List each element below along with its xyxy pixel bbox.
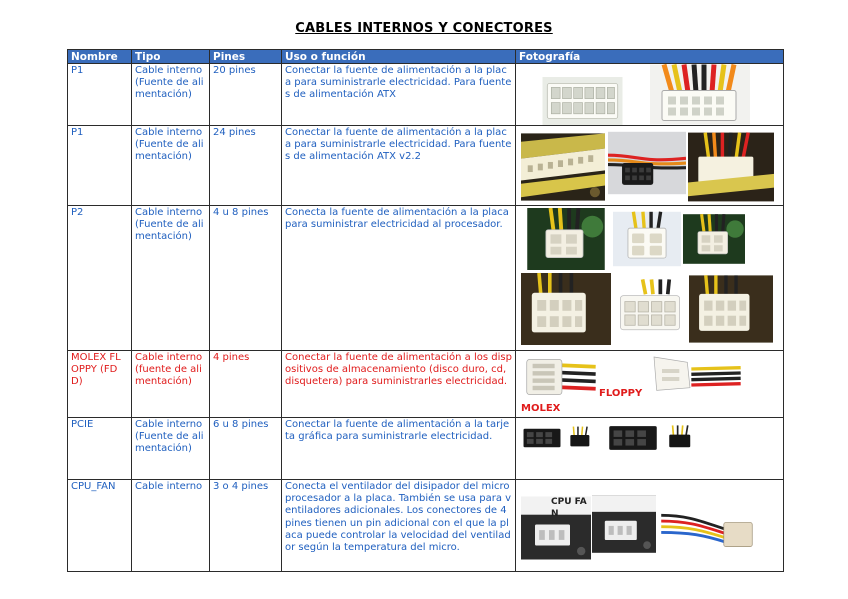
floppy-caption: FLOPPY (599, 388, 643, 399)
atx-24pin-board-image (521, 130, 605, 204)
cell-tipo: Cable interno (132, 480, 210, 572)
cell-tipo: Cable interno (Fuente de alimentación) (132, 126, 210, 206)
cell-tipo: Cable interno (Fuente de alimentación) (132, 206, 210, 351)
cpu-fan-connector-photo (516, 480, 784, 572)
table-row (68, 64, 784, 126)
p2-4pin-image (613, 208, 681, 270)
cell-pines: 24 pines (210, 126, 282, 206)
p2-8pin-image (613, 272, 687, 346)
cell-pines: 6 u 8 pines (210, 418, 282, 480)
table-row (68, 480, 784, 572)
cell-pines: 4 pines (210, 351, 282, 418)
table-row (68, 206, 784, 351)
atx-20pin-photo (516, 64, 784, 126)
atx-24pin-black-connector-image (608, 130, 686, 196)
p2-connector-photo (516, 206, 784, 351)
table-row (68, 351, 784, 418)
cell-nombre: CPU_FAN (68, 480, 132, 572)
p2-8pin-board-image (521, 272, 611, 346)
molex-connector-image (521, 355, 597, 399)
cables-table (67, 49, 784, 572)
pcie-connector-photo (516, 418, 784, 480)
cell-uso: Conectar la fuente de alimentación a la placa para suministrarle electricidad. Para fuentes de alimentación ATX (282, 64, 516, 126)
cell-uso: Conecta el ventilador del disipador del microprocesador a la placa. También se usa para ventiladores adicionales. Los conectores de 4 pines tienen un pin adicional con el que la placa puede controlar la velocidad del ventilador según la temperatura del micro. (282, 480, 516, 572)
pcie-8pin-plug-image (660, 420, 702, 456)
header-fotografia: Fotografía (516, 50, 784, 64)
pcie-6pin-socket-image (521, 421, 563, 455)
cell-uso: Conecta la fuente de alimentación a la placa para suministrar electricidad al procesador. (282, 206, 516, 351)
atx-20pin-wired-image (650, 64, 750, 125)
p2-8pin-plugged-image (689, 272, 773, 346)
header-pines: Pines (210, 50, 282, 64)
table-header-row (68, 50, 784, 64)
header-tipo: Tipo (132, 50, 210, 64)
cell-pines: 4 u 8 pines (210, 206, 282, 351)
cell-uso: Conectar la fuente de alimentación a los dispositivos de almacenamiento (disco duro, cd, disquetera) para suministrarles electricidad. (282, 351, 516, 418)
cell-tipo: Cable interno (Fuente de alimentación) (132, 64, 210, 126)
table-row (68, 126, 784, 206)
cell-pines: 3 o 4 pines (210, 480, 282, 572)
cell-nombre: P2 (68, 206, 132, 351)
atx-20pin-connector-image (521, 77, 644, 125)
cell-tipo: Cable interno (Fuente de alimentación) (132, 418, 210, 480)
cell-nombre: PCIE (68, 418, 132, 480)
cpu-fan-board-image (521, 486, 591, 570)
cell-uso: Conectar la fuente de alimentación a la tarjeta gráfica para suministrarle electricidad. (282, 418, 516, 480)
p2-plugged-image (683, 208, 745, 270)
header-uso: Uso o función (282, 50, 516, 64)
floppy-connector-image (638, 353, 750, 393)
cpu-fan-header-image (592, 482, 656, 566)
cell-nombre: P1 (68, 64, 132, 126)
pcie-8pin-socket-image (606, 421, 660, 455)
atx-24pin-plugged-image (688, 130, 774, 204)
page-title: CABLES INTERNOS Y CONECTORES (295, 21, 553, 36)
table-row (68, 418, 784, 480)
cpu-fan-board-label: CPU FAN (551, 497, 587, 520)
cell-nombre: P1 (68, 126, 132, 206)
pcie-6pin-plug-image (562, 420, 600, 456)
cpu-fan-plug-image (648, 494, 774, 558)
cell-tipo: Cable interno (fuente de alimentación) (132, 351, 210, 418)
header-nombre: Nombre (68, 50, 132, 64)
atx-24pin-photo (516, 126, 784, 206)
p2-4pin-board-image (521, 208, 611, 270)
molex-caption: MOLEX (521, 403, 561, 414)
cell-uso: Conectar la fuente de alimentación a la placa para suministrarle electricidad. Para fuentes de alimentación ATX v2.2 (282, 126, 516, 206)
cell-pines: 20 pines (210, 64, 282, 126)
cell-nombre: MOLEX FLOPPY (FDD) (68, 351, 132, 418)
molex-floppy-photo (516, 351, 784, 418)
